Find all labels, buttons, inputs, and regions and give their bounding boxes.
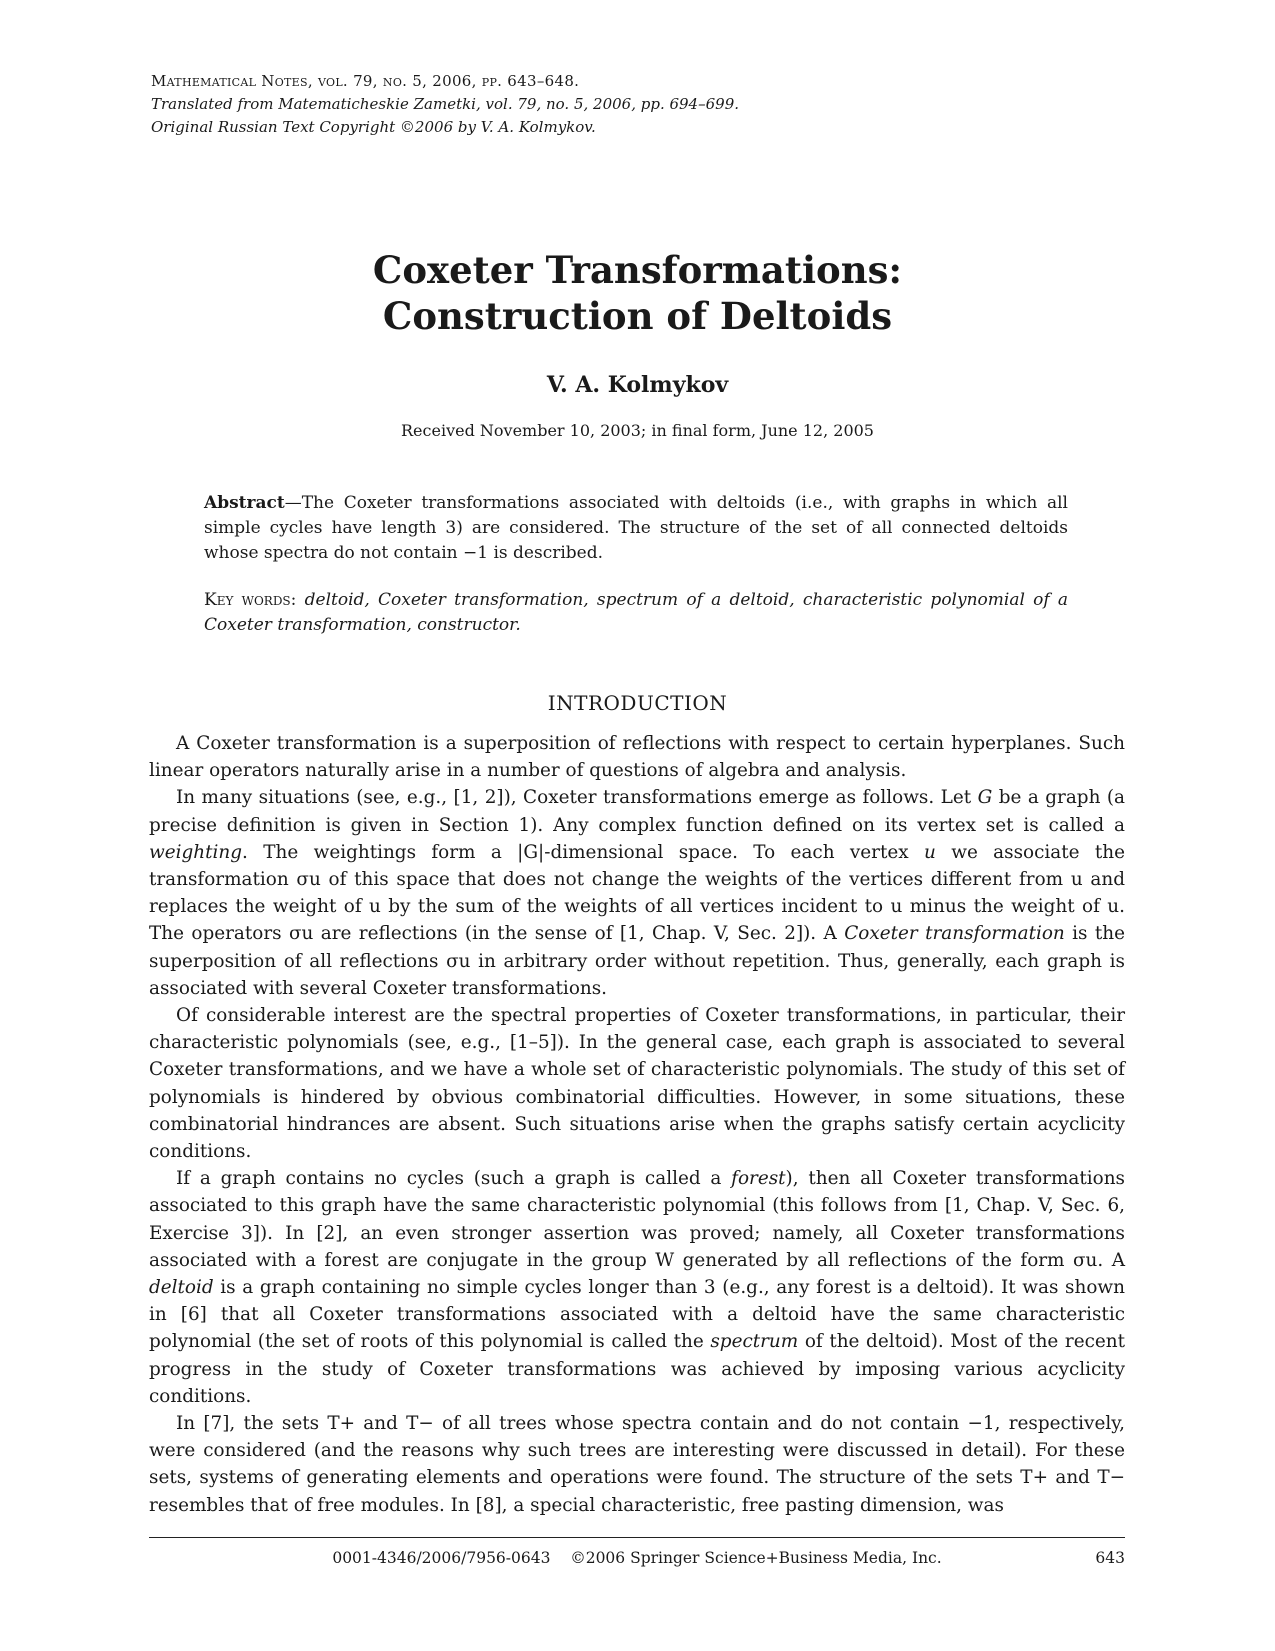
title-line-2: Construction of Deltoids <box>382 294 893 338</box>
p4-term-spectrum: spectrum <box>710 1331 799 1353</box>
page-number: 643 <box>1095 1549 1125 1567</box>
keywords-label: Key words: <box>204 590 297 610</box>
journal-header <box>151 70 739 139</box>
abstract-label: Abstract <box>204 493 285 513</box>
p2-text-c: . The weightings form a |G|-dimensional space. To each vertex <box>242 841 924 863</box>
translation-note: Translated from Matematicheskie Zametki, vol. 79, no. 5, 2006, pp. 694–699. <box>151 95 740 113</box>
p2-text-d: we associate the transformation σu of this space that does not change the weights of the vertices different from u and replaces the weight of u by the sum of the weights of all vertices incident to u minus the weight of u. The operators σu are reflections (in the sense of [1, Chap. V, Sec. 2]). A <box>149 841 1125 945</box>
body-text <box>149 730 1125 1519</box>
paragraph-5: In [7], the sets T+ and T− of all trees whose spectra contain and do not contain −1, respectively, were considered (and the reasons why such trees are interesting were discussed in detail). For these sets, systems of generating elements and operations were found. The structure of the sets T+ and T− resembles that of free modules. In [8], a special characteristic, free pasting dimension, was <box>149 1413 1125 1516</box>
footer-rule <box>149 1537 1125 1538</box>
p4-text-d: of the deltoid). Most of the recent progress in the study of Coxeter transformations was achieved by imposing various acyclicity conditions. <box>149 1331 1126 1407</box>
footer-issn: 0001-4346/2006/7956-0643 <box>332 1549 551 1567</box>
footer-center <box>149 1549 1125 1567</box>
paragraph-4 <box>149 1165 1125 1410</box>
p4-text-a: If a graph contains no cycles (such a graph is called a <box>176 1168 732 1190</box>
p2-text-a: In many situations (see, e.g., [1, 2]), Coxeter transformations emerge as follows. Let <box>176 787 978 809</box>
paragraph-1: A Coxeter transformation is a superposition of reflections with respect to certain hyperplanes. Such linear operators naturally arise in a number of questions of algebra and analysis. <box>149 733 1125 782</box>
keywords-text: deltoid, Coxeter transformation, spectrum of a deltoid, characteristic polynomial of a Coxeter transformation, constructor. <box>204 590 1069 635</box>
abstract <box>204 491 1068 566</box>
p2-text-b: be a graph (a precise definition is given in Section 1). Any complex function defined on its vertex set is called a <box>149 787 1126 836</box>
p2-term-coxeter: Coxeter transformation <box>844 923 1065 945</box>
p4-term-forest: forest <box>731 1168 786 1190</box>
journal-citation: Mathematical Notes, vol. 79, no. 5, 2006, pp. 643–648. <box>151 72 580 90</box>
paragraph-3: Of considerable interest are the spectral properties of Coxeter transformations, in particular, their characteristic polynomials (see, e.g., [1–5]). In the general case, each graph is associated to several Coxeter transformations, and we have a whole set of characteristic polynomials. The study of this set of polynomials is hindered by obvious combinatorial difficulties. However, in some situations, these combinatorial hindrances are absent. Such situations arise when the graphs satisfy certain acyclicity conditions. <box>149 1005 1125 1163</box>
paper-title <box>0 247 1275 339</box>
p2-math-g: G <box>977 787 993 809</box>
p4-term-deltoid: deltoid <box>149 1277 214 1299</box>
author-name: V. A. Kolmykov <box>546 372 729 398</box>
keywords <box>204 588 1068 638</box>
paragraph-2 <box>149 784 1125 1002</box>
received-dates: Received November 10, 2003; in final form, June 12, 2005 <box>401 421 874 440</box>
footer-copyright: ©2006 Springer Science+Business Media, Inc. <box>570 1549 942 1567</box>
p2-math-u: u <box>923 841 936 863</box>
p4-text-b: ), then all Coxeter transformations associated to this graph have the same characteristic polynomial (this follows from [1, Chap. V, Sec. 6, Exercise 3]). In [2], an even stronger assertion was proved; namely, all Coxeter transformations associated with a forest are conjugate in the group W generated by all reflections of the form σu. A <box>149 1168 1125 1271</box>
abstract-text: —The Coxeter transformations associated with deltoids (i.e., with graphs in which all simple cycles have length 3) are considered. The structure of the set of all connected deltoids whose spectra do not contain −1 is described. <box>204 493 1068 563</box>
p4-text-c: is a graph containing no simple cycles longer than 3 (e.g., any forest is a deltoid). It was shown in [6] that all Coxeter transformations associated with a deltoid have the same characteristic polynomial (the set of roots of this polynomial is called the <box>149 1277 1125 1353</box>
p2-term-weighting: weighting <box>149 841 243 863</box>
p2-text-e: is the superposition of all reflections σu in arbitrary order without repetition. Thus, generally, each graph is associated with several Coxeter transformations. <box>149 923 1126 999</box>
section-heading: INTRODUCTION <box>547 691 728 715</box>
title-line-1: Coxeter Transformations: <box>372 248 903 292</box>
copyright-note: Original Russian Text Copyright ©2006 by V. A. Kolmykov. <box>151 118 596 136</box>
